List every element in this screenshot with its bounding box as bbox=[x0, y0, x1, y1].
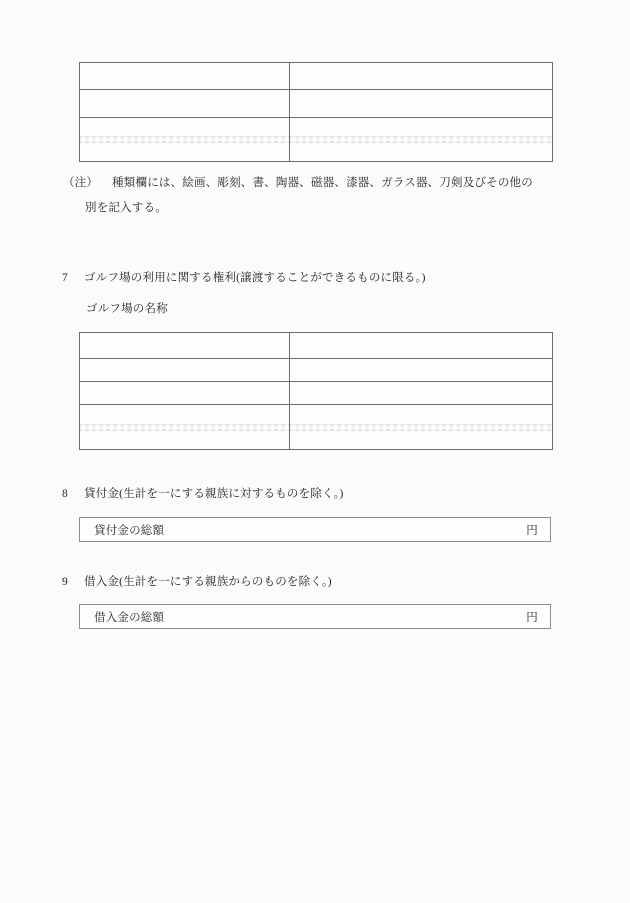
table-cell-type[interactable] bbox=[80, 118, 290, 162]
art-objects-table bbox=[79, 62, 553, 162]
table-row[interactable] bbox=[80, 90, 553, 118]
borrowing-total-label: 借入金の総額 bbox=[94, 611, 165, 624]
loan-total-label: 貸付金の総額 bbox=[94, 524, 165, 537]
borrowing-total-unit: 円 bbox=[526, 611, 538, 624]
section-heading-9 bbox=[62, 573, 332, 589]
table-cell-type[interactable] bbox=[80, 90, 290, 118]
table-row[interactable] bbox=[80, 382, 553, 405]
table-row-continuation[interactable] bbox=[80, 118, 553, 162]
table-cell-course-name[interactable] bbox=[80, 359, 290, 382]
section-number-7: 7 bbox=[62, 272, 68, 284]
table-row-continuation[interactable] bbox=[80, 405, 553, 450]
table-cell-detail[interactable] bbox=[290, 90, 553, 118]
golf-course-table bbox=[79, 332, 553, 450]
table-cell-detail[interactable] bbox=[290, 333, 553, 359]
section-title-9: 借入金(生計を一にする親族からのものを除く。) bbox=[84, 576, 332, 588]
section-title-8: 貸付金(生計を一にする親族に対するものを除く。) bbox=[84, 488, 344, 500]
table-cell-course-name[interactable] bbox=[80, 405, 290, 450]
table-row[interactable] bbox=[80, 333, 553, 359]
table-cell-course-name[interactable] bbox=[80, 333, 290, 359]
table-cell-type[interactable] bbox=[80, 63, 290, 90]
table-cell-course-name[interactable] bbox=[80, 382, 290, 405]
note-line-2: 別を記入する。 bbox=[85, 202, 167, 214]
section-title-7: ゴルフ場の利用に関する権利(譲渡することができるものに限る。) bbox=[84, 272, 426, 284]
table-cell-detail[interactable] bbox=[290, 118, 553, 162]
table-cell-detail[interactable] bbox=[290, 382, 553, 405]
borrowing-total-box[interactable] bbox=[79, 604, 551, 629]
golf-course-name-label: ゴルフ場の名称 bbox=[86, 303, 168, 315]
section-number-8: 8 bbox=[62, 488, 68, 500]
table-row[interactable] bbox=[80, 63, 553, 90]
section-number-9: 9 bbox=[62, 576, 68, 588]
note-label: （注） bbox=[63, 177, 99, 189]
section-heading-8 bbox=[62, 485, 343, 501]
loan-total-box[interactable] bbox=[79, 517, 551, 542]
loan-total-unit: 円 bbox=[526, 524, 538, 537]
table-cell-detail[interactable] bbox=[290, 63, 553, 90]
table-cell-detail[interactable] bbox=[290, 359, 553, 382]
note-line-1: 種類欄には、絵画、彫刻、書、陶器、磁器、漆器、ガラス器、刀剣及びその他の bbox=[112, 177, 533, 189]
note-paragraph bbox=[63, 170, 533, 196]
section-heading-7 bbox=[62, 269, 426, 285]
table-row[interactable] bbox=[80, 359, 553, 382]
table-cell-detail[interactable] bbox=[290, 405, 553, 450]
